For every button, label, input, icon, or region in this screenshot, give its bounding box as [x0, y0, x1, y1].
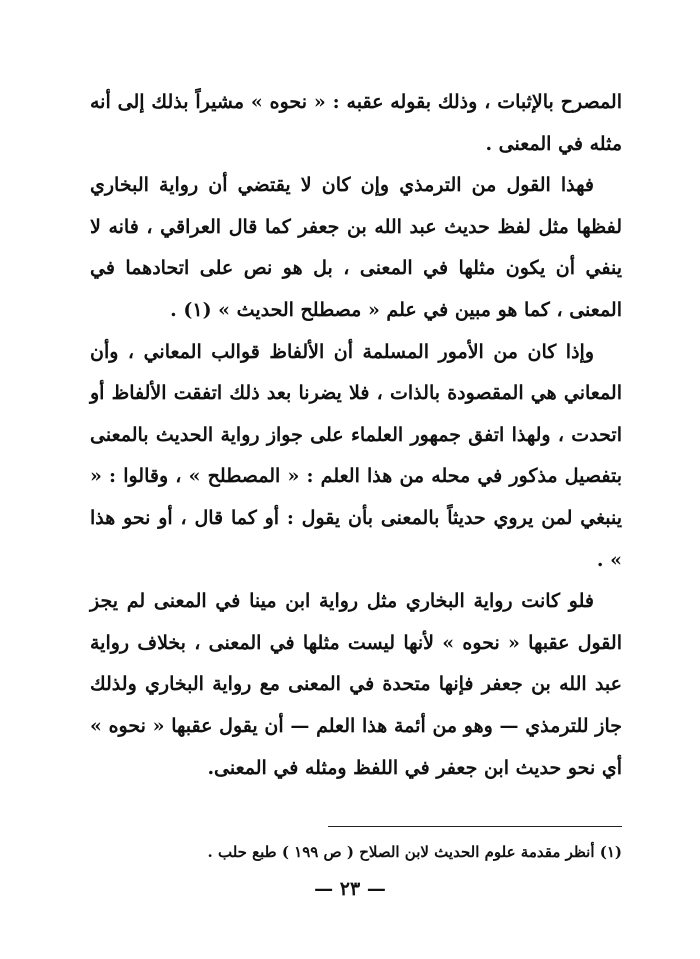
main-text: [90, 82, 622, 789]
paragraph-4: فلو كانت رواية البخاري مثل رواية ابن مينا في المعنى لم يجز القول عقبها « نحوه » لأنها ليست مثلها في المعنى ، بخلاف رواية عبد الله بن جعفر فإنها متحدة في المعنى مع رواية البخاري ولذلك جاز للترمذي — وهو من أئمة هذا العلم — أن يقول عقبها « نحوه » أي نحو حديث ابن جعفر في اللفظ ومثله في المعنى.: [90, 590, 622, 779]
footnote-divider: [328, 826, 622, 827]
paragraph-2: فهذا القول من الترمذي وإن كان لا يقتضي أن رواية البخاري لفظها مثل لفظ حديث عبد الله بن جعفر كما قال العراقي ، فانه لا ينفي أن يكون مثلها في المعنى ، بل هو نص على اتحادهما في المعنى ، كما هو مبين في علم « مصطلح الحديث » (١) .: [90, 174, 622, 321]
paragraph-3: وإذا كان من الأمور المسلمة أن الألفاظ قوالب المعاني ، وأن المعاني هي المقصودة بالذات ، فلا يضرنا بعد ذلك اتفقت الألفاظ أو اتحدت ، ولهذا اتفق جمهور العلماء على جواز رواية الحديث بالمعنى بتفصيل مذكور في محله من هذا العلم : « المصطلح » ، وقالوا : « ينبغي لمن يروي حديثاً بالمعنى بأن يقول : أو كما قال ، أو نحو هذا » .: [90, 340, 622, 571]
footnote: (١) أنظر مقدمة علوم الحديث لابن الصلاح ( ص ١٩٩ ) طبع حلب .: [207, 843, 622, 861]
paragraph-1: المصرح بالإثبات ، وذلك بقوله عقبه : « نحوه » مشيراً بذلك إلى أنه مثله في المعنى .: [90, 91, 623, 155]
page-number: — ٢٣ —: [314, 878, 386, 900]
